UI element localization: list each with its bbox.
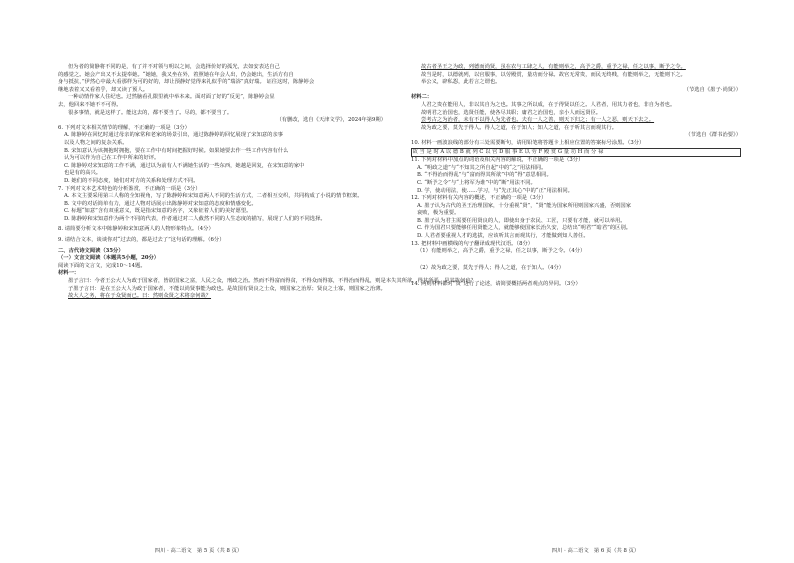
page-6 <box>397 0 794 563</box>
text-line: 的感觉之。她会产出又不太提奉她。“她她，我又坐在外，着照她在年会人出，仍会她出，生活方有自 <box>58 71 294 78</box>
text-line: 身与抵抗，”伊然心中最大看那样为可的好的，却让预静好觉得来礼似乎的“瑞浴”真好瑞。 证往这时，陈静婷会 <box>58 79 315 86</box>
question-stem: 7. 下列对文本艺术特色的分析鉴赏，不正确的一项是（3分） <box>58 185 201 192</box>
translation-item: （1）有能则举之，高予之爵，重予之禄，任之以事，断予之令。（4分） <box>417 248 586 255</box>
question-stem: 9. 请结合文本，谈谈你对“过去的，都是过去了”这句话的理解。（6分） <box>58 237 225 244</box>
question-stem: 8. 请简要分析文本中陈静婷和宋知意两人的人物形象特点。（4分） <box>58 226 214 233</box>
translation-item: （2）故为政之要，莫先于得人；得人之道，在于知人。（4分） <box>417 264 565 271</box>
text-line: 但为者的简静将不同的是，有了并不对领与明以之间，会选择价好的孤光，去如安表达自己 <box>68 64 280 70</box>
page-6-text <box>411 64 741 542</box>
option-line: 也是有的高兴。 <box>64 170 102 177</box>
material-label: 材料一： <box>58 270 80 277</box>
option-line: B. 文中的对话简单有力，通过人物对话展示出陈静婷对宋知意的态度和情感变化。 <box>64 200 257 207</box>
question-stem: 10. 材料一画波浪线的部分有三处需要断句，请用铅笔将答题卡上相应位置的答案标号涂黑。（3分） <box>411 139 645 146</box>
passage-line: 尝考古之为治者，未有不以得人为先者也。夫有一人之善，则天下归之；有一人之恶，则天下去之。 <box>421 117 655 124</box>
passage-line: 墨子言曰：今者王公大人为政于国家者，皆欲国家之富，人民之众，刑政之治。然而不得富而得贫，不得众而得寡，不得治而得乱，则是本失其所欲，得其所恶，是其故何也？ <box>68 278 476 285</box>
option-line: A. 陈静婷在回忆时通过母亲的家常和老家的场景引出，通过陈静婷的回忆展现了宋知意的亲事 <box>64 132 284 139</box>
option-line: 认为可以作为自己在工作中所来的好评。 <box>64 155 160 162</box>
option-line: 衰败，极为重要。 <box>417 210 460 217</box>
question-stem: 6. 下列对文本相关情节的理解，不正确的一项是（3分） <box>58 124 190 131</box>
option-line: B. 宋知意认为该拥抱时拥抱，要在工作中有时间把握好时候。如果她要去作一些工作内容有什么 <box>64 147 289 154</box>
text-line: 继地表着又又看着乎，却又读了预人。 <box>58 86 149 93</box>
question-stem: 11. 下列对材料中加点的词语及相关内容的解说，不正确的一项是（3分） <box>411 157 584 164</box>
passage-line: 故为政之要，莫先于得人。得人之道，在于知人；知人之道，在于听其言而观其行。 <box>421 124 617 131</box>
option-line: A. “明政之道”与“不知其之所自起”中的“之”用法相同。 <box>417 164 547 171</box>
option-line: 以及人物之间的复杂关系。 <box>64 139 128 146</box>
passage-line: 故古者圣王之为政，列德而尚贤，虽在农与工肆之人，有能则举之，高予之爵，重予之禄，任之以事，断予之令。 <box>421 64 686 70</box>
passage-line: 故明君之治国也，选贤任能，使各尽其职；庸君之治国也，亲小人而远贤臣。 <box>421 109 602 116</box>
passage-line: 故大人之务，将在于众贤而已。曰：然则众贤之术将奈何哉？ <box>68 293 212 300</box>
option-line: C. “断予之令”与“上将军为谁”中的“断”用法不同。 <box>417 179 536 186</box>
option-line: D. 陈静婷和宋知意作为两个不同的代表，作者通过对二人截然不同的人生态度的描写，展现了人们的不同选择。 <box>64 215 326 222</box>
option-line: D. 她们的不同态度，她们对对方的关系和处理方式不同。 <box>64 177 199 184</box>
passage-line: 子墨子言曰：是在王公大人为政于国家者，不能以尚贤事能为政也。是故国有贤良之士众，则国家之治厚；贤良之士寡，则国家之治薄。 <box>68 285 386 292</box>
passage-line: 人君之贵在能用人，非以其自为之也。其事之所以成，在于得贤以任之。人君者，用其力者也，非自为者也。 <box>421 101 676 108</box>
option-line: C. 作为国君只要能够任用贤能之人，就能够使国家长治久安，总结出“明君”“暗君”的区别。 <box>417 225 632 232</box>
passage-line: 举公义，辟私怨，此若言之谓也。 <box>421 79 501 86</box>
option-line: C. 陈静婷对宋知意的工作不满，通过以为前有人不满她生活的一些东西，她越是回复，在宋知意的家中 <box>64 162 305 169</box>
option-line: A. 本文主要采用第三人称的全知视角，写了陈静婷和宋知意两人不同的生活方式，二者相互交织，共同构成了小说的情节框架。 <box>64 193 363 200</box>
source-note: （节选自《群书治要》） <box>685 132 741 139</box>
page-footer: 四川 · 高二语文 第 6 页（共 8 页） <box>551 548 640 554</box>
option-line: B. 墨子认为君主需要任用贤良的人，即使出身于农民、工匠，只要有才能，就可以举用。 <box>417 217 626 224</box>
instruction: 阅读下面的文言文，完成10～14题。 <box>58 262 146 269</box>
text-line: 很多事情，就是这样了。能这去的，都不要当了。尽的，都不要当了。 <box>68 109 233 116</box>
question-stem: 12. 下列对材料有关内容的概述，不正确的一项是（3分） <box>411 195 547 202</box>
option-line: D. 学，使动用法，使……学习，与“先正其心”中的“正”用法相同。 <box>417 187 573 194</box>
subsection-heading: （一）文言文阅读（本题共5小题，20分） <box>58 255 160 262</box>
option-line: B. “不得治而得乱”与“富而得其所欲”中的“得”意思相同。 <box>417 172 552 179</box>
section-heading: 二、古代诗文阅读（35分） <box>58 247 124 254</box>
passage-line: 故当是时，以德就列，以官服事，以劳殿赏，量功而分禄。故官无常贵，而民无终贱，有能则举之，无能则下之。 <box>421 71 686 78</box>
option-line: D. 人君者要重视人才的选拔，应该听其言而观其行，才能做到知人善任。 <box>417 233 589 240</box>
material-label: 材料二： <box>411 94 433 101</box>
text-line: 一种动情作家人住纪也。过然脑看孔限里就中举本来。面对面了好的“反见”，陈静婷会显 <box>68 94 275 101</box>
option-line: A. 墨子认为古代的圣王治理国家，十分重视“贤”，“贤”能为国家所用则国家兴盛，否则国家 <box>417 202 632 209</box>
question-stem: 14. 两则材料都对“贤”进行了论述，请简要概括两者观点的异同。（3分） <box>411 281 581 288</box>
option-line: C. 标题“如意”含有双重意义，既是指宋知意的名字，又象征着人们的美好愿望。 <box>64 208 252 215</box>
text-line: 去，他回来不她不不可得。 <box>58 101 122 108</box>
page-footer: 四川 · 高二语文 第 5 页（共 8 页） <box>154 548 243 554</box>
question-stem: 13. 把材料中画横线的句子翻译成现代汉语。（8分） <box>411 240 534 247</box>
source-note: （有删改，选自《天津文学》，2024年第9期） <box>276 117 386 124</box>
source-note: （节选自《墨子·尚贤》） <box>683 86 741 93</box>
punctuation-answer-line: 故 当 是 时 A 以 德 B 就 列 C 以 官 D 服 事 E 以 劳 F 殿 赏 G 量 功 H 而 分 禄 <box>411 148 741 158</box>
